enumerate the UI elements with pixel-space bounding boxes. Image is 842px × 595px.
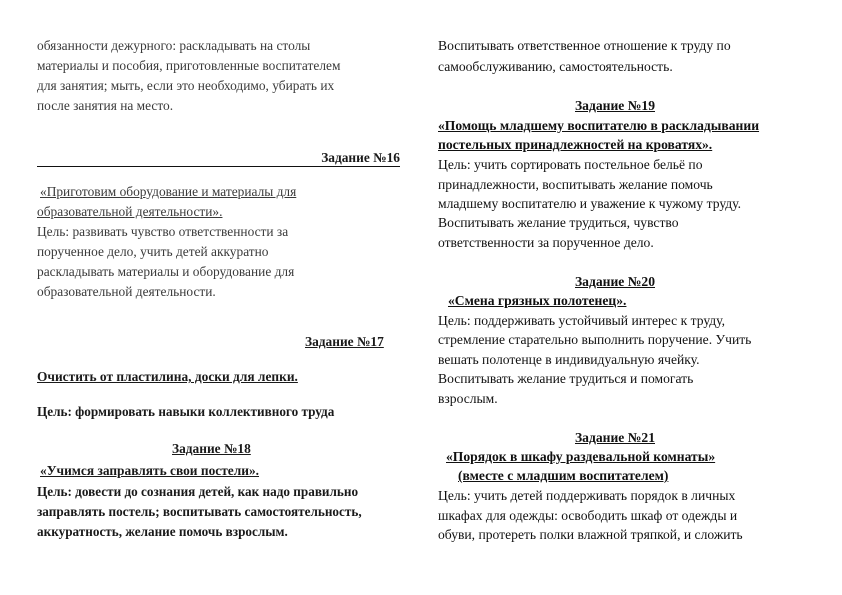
task-19-text-line: Цель: учить сортировать постельное бельё по [438, 157, 703, 172]
task-17-heading: Задание №17 [305, 334, 384, 349]
task-19-text-line: принадлежности, воспитывать желание помочь [438, 177, 713, 192]
left-intro-line: для занятия; мыть, если это необходимо, убирать их [37, 78, 335, 93]
task-20-heading: Задание №20 [575, 274, 655, 289]
task-16-text-line: раскладывать материалы и оборудование для [37, 264, 295, 279]
right-intro-line: Воспитывать ответственное отношение к труду по [438, 38, 731, 53]
task-20-text-line: Воспитывать желание трудиться и помогать [438, 371, 694, 386]
task-19-text-line: младшему воспитателю и уважение к чужому труду. [438, 196, 742, 211]
task-18-title: «Учимся заправлять свои постели». [40, 463, 260, 478]
task-19-text-line: ответственности за порученное дело. [438, 235, 654, 250]
task-21-title: «Порядок в шкафу раздевальной комнаты» [446, 449, 716, 464]
task-18-text-line: аккуратность, желание помочь взрослым. [37, 524, 288, 539]
right-intro-line: самообслуживанию, самостоятельность. [438, 59, 673, 74]
task-18-text-line: Цель: довести до сознания детей, как надо правильно [37, 484, 359, 499]
task-17-title: Очистить от пластилина, доски для лепки. [37, 369, 298, 384]
task-21-subtitle: (вместе с младшим воспитателем) [458, 468, 669, 483]
task-18-heading: Задание №18 [172, 441, 251, 456]
task-21-text-line: обуви, протереть полки влажной тряпкой, и сложить [438, 527, 743, 542]
left-intro-line: после занятия на место. [37, 98, 174, 113]
task-16-heading: Задание №16 [321, 150, 400, 165]
left-intro-line: обязанности дежурного: раскладывать на столы [37, 38, 311, 53]
task-20-text-line: стремление старательно выполнить поручение. Учить [438, 332, 752, 347]
left-intro-line: материалы и пособия, приготовленные воспитателем [37, 58, 341, 73]
task-21-heading: Задание №21 [575, 430, 655, 445]
task-16-title-line: образовательной деятельности». [37, 204, 223, 219]
task-16-title-line: «Приготовим оборудование и материалы для [40, 184, 297, 199]
task-20-text-line: Цель: поддерживать устойчивый интерес к труду, [438, 313, 726, 328]
task-16-text-line: образовательной деятельности. [37, 284, 216, 299]
task-21-text-line: Цель: учить детей поддерживать порядок в личных [438, 488, 736, 503]
task-21-text-line: шкафах для одежды: освободить шкаф от одежды и [438, 508, 738, 523]
task-18-text-line: заправлять постель; воспитывать самостоятельность, [37, 504, 362, 519]
task-19-title-line: постельных принадлежностей на кроватях». [438, 137, 713, 152]
task-16-text-line: порученное дело, учить детей аккуратно [37, 244, 269, 259]
task-19-text-line: Воспитывать желание трудиться, чувство [438, 215, 679, 230]
task-19-title-line: «Помощь младшему воспитателю в раскладывании [438, 118, 760, 133]
task-16-heading-rule [37, 149, 400, 167]
task-20-title: «Смена грязных полотенец». [448, 293, 627, 308]
task-19-heading: Задание №19 [575, 98, 655, 113]
task-20-text-line: взрослым. [438, 391, 498, 406]
task-20-text-line: вешать полотенце в индивидуальную ячейку. [438, 352, 700, 367]
task-16-text-line: Цель: развивать чувство ответственности за [37, 224, 289, 239]
task-17-text: Цель: формировать навыки коллективного труда [37, 404, 335, 419]
